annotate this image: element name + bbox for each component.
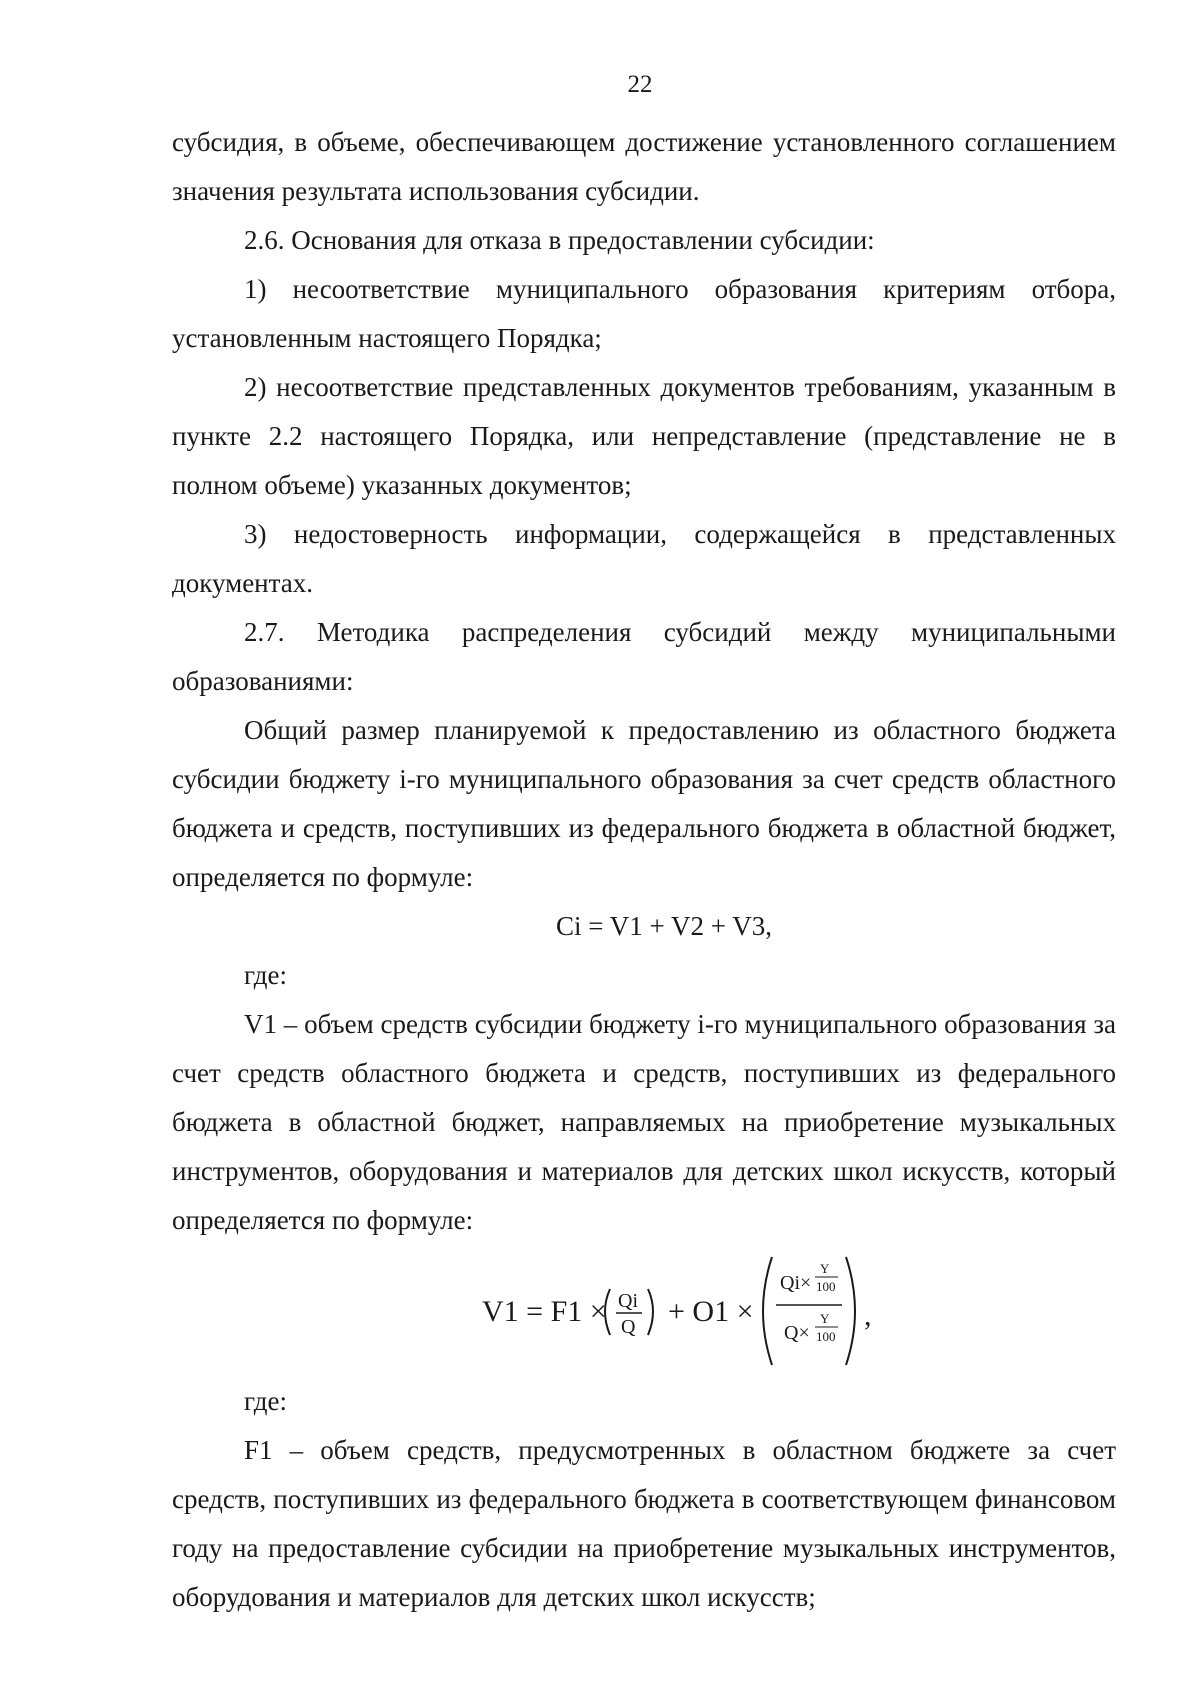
paragraph-2-6-heading: 2.6. Основания для отказа в предоставлении субсидии: bbox=[244, 225, 875, 255]
paragraph-subsidy-volume: субсидия, в объеме, обеспечивающем достижение установленного соглашением значения результата использования субсидии. bbox=[172, 127, 1116, 206]
paragraph-f1-definition: F1 – объем средств, предусмотренных в областном бюджете за счет средств, поступивших из федерального бюджета в соответствующем финансовом году на предоставление субсидии на приобретение музыкальных инструментов, оборудования и материалов для детских школ искусств; bbox=[172, 1435, 1116, 1612]
document-body bbox=[172, 118, 1116, 1622]
frac1-denominator: Q bbox=[621, 1316, 636, 1338]
formula-v1-plus-term: + O1 × bbox=[668, 1295, 754, 1328]
inner-num-small-den: 100 bbox=[816, 1279, 836, 1294]
right-paren-1 bbox=[648, 1289, 653, 1335]
list-item-1: 1) несоответствие муниципального образования критериям отбора, установленным настоящего Порядка; bbox=[172, 274, 1116, 353]
paragraph-v1-definition: V1 – объем средств субсидии бюджету i-го муниципального образования за счет средств областного бюджета и средств, поступивших из федерального бюджета в областной бюджет, направляемых на приобретение музыкальных инструментов, оборудования и материалов для детских школ искусств, который определяется по формуле: bbox=[172, 1009, 1116, 1235]
inner-num-prefix: Qi× bbox=[780, 1272, 812, 1294]
left-paren-2 bbox=[763, 1257, 772, 1365]
paragraph-2-7-heading: 2.7. Методика распределения субсидий между муниципальными образованиями: bbox=[172, 617, 1116, 696]
inner-den-small-num: Y bbox=[820, 1311, 830, 1326]
formula-v1-trail: , bbox=[864, 1299, 872, 1332]
inner-den-small-den: 100 bbox=[816, 1329, 836, 1344]
frac1-numerator: Qi bbox=[618, 1290, 638, 1312]
inner-den-prefix: Q× bbox=[784, 1322, 810, 1344]
formula-v1-lhs: V1 = F1 × bbox=[482, 1295, 607, 1328]
where-label-2: где: bbox=[244, 1386, 287, 1416]
inner-num-small-num: Y bbox=[820, 1261, 830, 1276]
list-item-2: 2) несоответствие представленных документов требованиям, указанным в пункте 2.2 настоящего Порядка, или непредставление (представление не в полном объеме) указанных документов; bbox=[172, 372, 1116, 500]
where-label-1: где: bbox=[244, 960, 287, 990]
formula-ci: Ci = V1 + V2 + V3, bbox=[556, 911, 772, 941]
page-number: 22 bbox=[627, 71, 653, 98]
list-item-3: 3) недостоверность информации, содержащейся в представленных документах. bbox=[172, 519, 1116, 598]
paragraph-total-subsidy: Общий размер планируемой к предоставлению из областного бюджета субсидии бюджету i-го муниципального образования за счет средств областного бюджета и средств, поступивших из федерального бюджета в областной бюджет, определяется по формуле: bbox=[172, 715, 1116, 892]
formula-v1 bbox=[172, 1251, 1116, 1369]
right-paren-2 bbox=[846, 1257, 855, 1365]
formula-v1-graphic bbox=[482, 1251, 942, 1369]
